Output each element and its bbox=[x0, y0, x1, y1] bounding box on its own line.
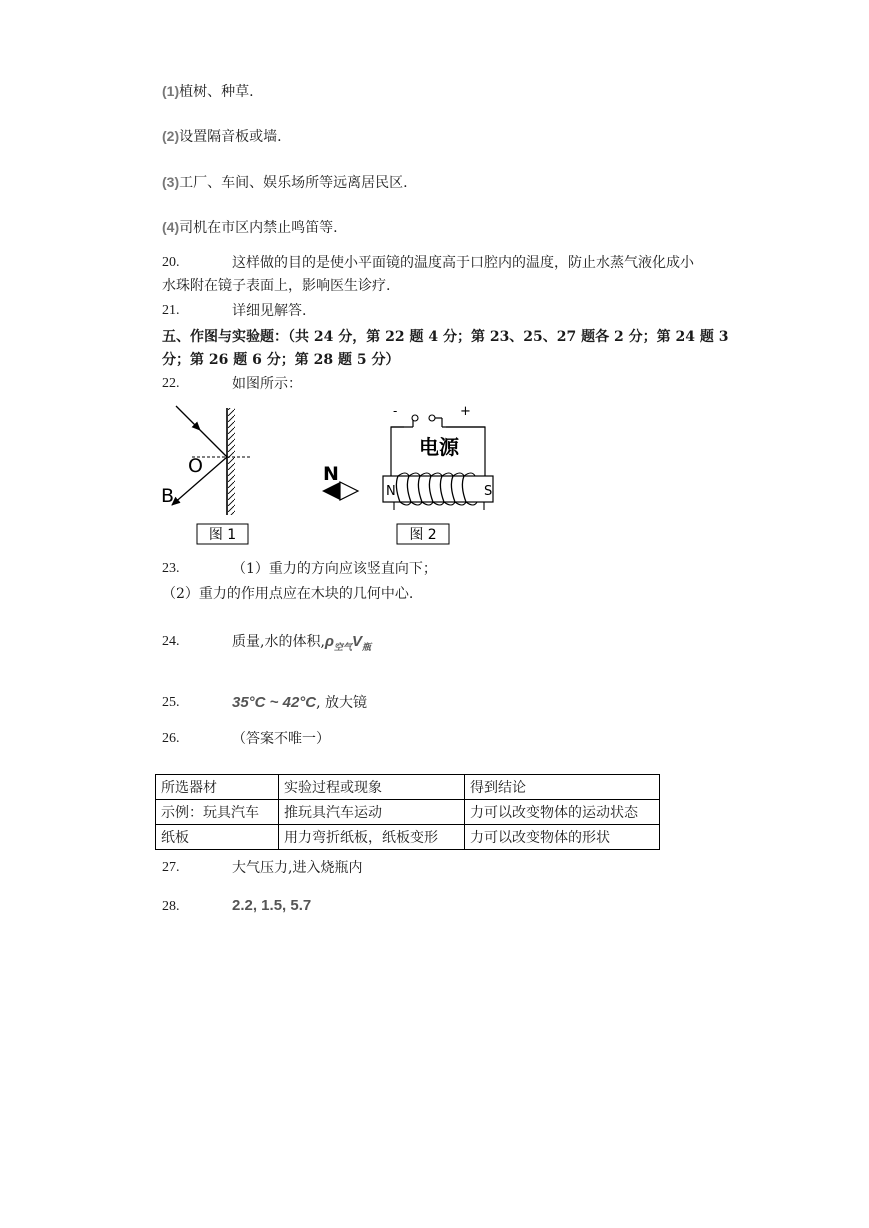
table-cell: 示例：玩具汽车 bbox=[156, 800, 279, 825]
question-number: 27. bbox=[162, 860, 180, 875]
question-number: 25. bbox=[162, 695, 180, 710]
table-header: 实验过程或现象 bbox=[279, 775, 465, 800]
mirror-hatching bbox=[228, 408, 235, 515]
incident-arrow bbox=[176, 406, 200, 430]
coil-s-label: S bbox=[484, 484, 493, 499]
answer-text: 这样做的目的是使小平面镜的温度高于口腔内的温度，防止水蒸气液化成小 bbox=[232, 255, 694, 271]
question-number: 20. bbox=[162, 255, 180, 270]
figure-1 bbox=[161, 406, 250, 544]
figure-1-caption: 图 1 bbox=[208, 527, 237, 543]
list-item: (1)植树、种草. bbox=[162, 83, 254, 100]
compass-needle-south bbox=[340, 482, 358, 500]
answer-text: 水珠附在镜子表面上，影响医生诊疗. bbox=[162, 278, 391, 294]
point-b-label: B bbox=[161, 485, 175, 507]
answer-values: 2.2, 1.5, 5.7 bbox=[232, 897, 312, 914]
section-heading: 五、作图与实验题：（共 24 分，第 22 题 4 分；第 23、25、27 题各 2 分；第 24 题 3 bbox=[162, 329, 729, 345]
answer-text: （答案不唯一） bbox=[232, 731, 330, 747]
negative-terminal bbox=[412, 415, 418, 421]
question-number: 23. bbox=[162, 561, 180, 576]
question-number: 26. bbox=[162, 731, 180, 746]
answer-text: 35°C ~ 42°C, 放大镜 bbox=[232, 694, 368, 711]
table-header: 所选器材 bbox=[156, 775, 279, 800]
table-cell: 用力弯折纸板，纸板变形 bbox=[279, 825, 465, 850]
needle-n-label: N bbox=[323, 463, 339, 485]
coil-n-label: N bbox=[386, 484, 396, 499]
list-item: (2)设置隔音板或墙. bbox=[162, 128, 282, 145]
answer-text: 质量,水的体积$,\rho_{空气}V_瓶$ bbox=[232, 633, 372, 652]
positive-terminal bbox=[429, 415, 435, 421]
answer-text: （1）重力的方向应该竖直向下； bbox=[232, 561, 437, 577]
point-o-label: O bbox=[188, 455, 203, 477]
table-cell: 纸板 bbox=[156, 825, 279, 850]
minus-label: - bbox=[393, 404, 398, 418]
incident-ray bbox=[200, 430, 227, 457]
power-source-label: 电源 bbox=[419, 435, 459, 459]
answer-text: 详细见解答. bbox=[232, 303, 307, 319]
temperature-range: 35°C ~ 42°C bbox=[232, 694, 317, 711]
iron-core bbox=[383, 476, 493, 502]
answer-text: 如图所示： bbox=[232, 376, 302, 392]
list-item: (3)工厂、车间、娱乐场所等远离居民区. bbox=[162, 174, 408, 191]
answer-text: （2）重力的作用点应在木块的几何中心. bbox=[162, 586, 414, 602]
figure-2 bbox=[322, 404, 493, 544]
question-number: 24. bbox=[162, 634, 180, 649]
table-cell: 力可以改变物体的形状 bbox=[465, 825, 660, 850]
question-number: 22. bbox=[162, 376, 180, 391]
question-number: 21. bbox=[162, 303, 180, 318]
section-heading: 分；第 26 题 6 分；第 28 题 5 分） bbox=[162, 352, 400, 368]
question-number: 28. bbox=[162, 899, 180, 914]
answer-text: 大气压力,进入烧瓶内 bbox=[232, 860, 363, 876]
figure-2-caption: 图 2 bbox=[409, 527, 437, 543]
volume-symbol: V bbox=[352, 633, 363, 650]
table-row bbox=[156, 800, 660, 825]
table-header: 得到结论 bbox=[465, 775, 660, 800]
table-cell: 力可以改变物体的运动状态 bbox=[465, 800, 660, 825]
rho-symbol: ρ bbox=[324, 633, 334, 650]
table-cell: 推玩具汽车运动 bbox=[279, 800, 465, 825]
experiment-table bbox=[155, 774, 660, 850]
figures bbox=[150, 398, 510, 550]
table-row bbox=[156, 825, 660, 850]
table-header-row bbox=[156, 775, 660, 800]
plus-label: + bbox=[460, 404, 471, 419]
list-item: (4)司机在市区内禁止鸣笛等. bbox=[162, 219, 338, 236]
